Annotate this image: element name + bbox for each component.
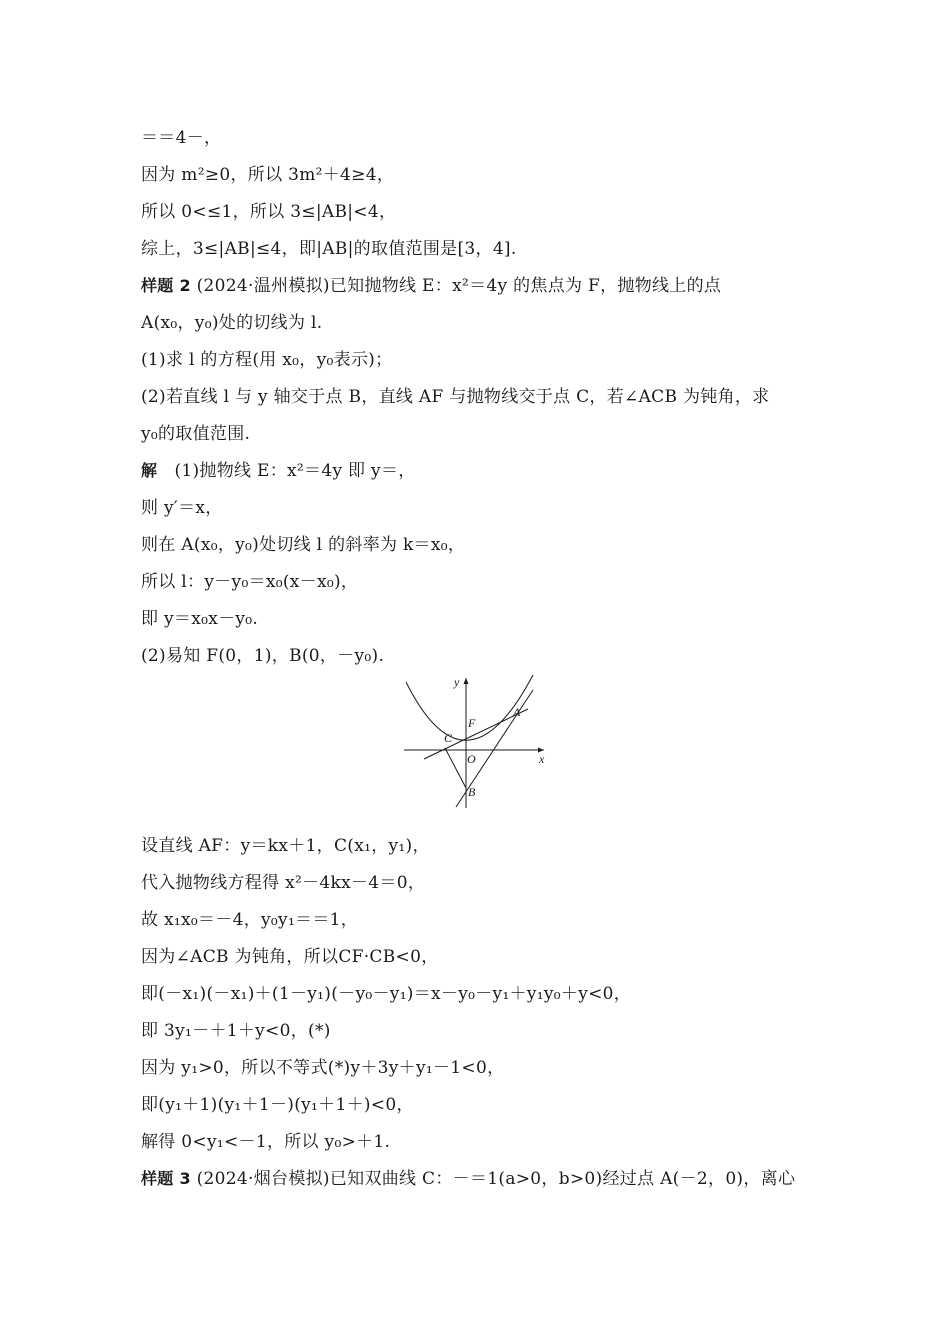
- example-2-heading: 样题 2 (2024·温州模拟)已知抛物线 E：x²＝4y 的焦点为 F，抛物线上的点: [141, 276, 722, 296]
- origin-label: O: [467, 752, 476, 766]
- text-line-12: 则在 A(x₀，y₀)处切线 l 的斜率为 k＝x₀，: [141, 535, 466, 555]
- text-line-1: ＝＝4－，: [141, 128, 222, 148]
- text-line-19: 因为∠ACB 为钝角，所以CF·CB<0，: [141, 947, 439, 967]
- text-line-22: 因为 y₁>0，所以不等式(*)y＋3y＋y₁－1<0，: [141, 1058, 505, 1078]
- point-c-label: C: [444, 731, 453, 745]
- text-line-21: 即 3y₁－＋1＋y<0，(*): [141, 1021, 331, 1041]
- example-3-heading: 样题 3 (2024·烟台模拟)已知双曲线 C：－＝1(a>0，b>0)经过点 A(－2，0)，离心: [141, 1169, 796, 1189]
- text-line-4: 综上，3≤|AB|≤4，即|AB|的取值范围是[3，4].: [141, 239, 517, 259]
- text-line-15: (2)易知 F(0，1)，B(0，－y₀).: [141, 646, 385, 666]
- text-line-11: 则 y′＝x，: [141, 498, 223, 518]
- text-line-18: 故 x₁x₀＝－4，y₀y₁＝＝1，: [141, 910, 359, 930]
- text-line-24: 解得 0<y₁<－1，所以 y₀>＋1.: [141, 1132, 391, 1152]
- text-line-23: 即(y₁＋1)(y₁＋1－)(y₁＋1＋)<0，: [141, 1095, 414, 1115]
- text-line-20: 即(－x₁)(－x₁)＋(1－y₁)(－y₀－y₁)＝x－y₀－y₁＋y₁y₀＋y<0，: [141, 984, 632, 1004]
- text-line-7: (1)求 l 的方程(用 x₀，y₀表示)；: [141, 350, 393, 370]
- point-a-label: A: [513, 705, 521, 719]
- text-line-14: 即 y＝x₀x－y₀.: [141, 609, 259, 629]
- text-line-8: (2)若直线 l 与 y 轴交于点 B，直线 AF 与抛物线交于点 C，若∠ACB 为钝角，求: [141, 387, 770, 407]
- text-line-13: 所以 l：y－y₀＝x₀(x－x₀)，: [141, 572, 359, 592]
- point-b-label: B: [468, 785, 476, 799]
- text-line-6: A(x₀，y₀)处的切线为 l.: [141, 313, 323, 333]
- x-axis-label: x: [539, 752, 545, 766]
- parabola-diagram: [398, 672, 550, 812]
- text-line-9: y₀的取值范围.: [141, 424, 251, 444]
- text-line-16: 设直线 AF：y＝kx＋1，C(x₁，y₁)，: [141, 836, 430, 856]
- text-line-2: 因为 m²≥0，所以 3m²＋4≥4，: [141, 165, 395, 185]
- solution-label: 解: [141, 461, 158, 480]
- y-axis-label: y: [454, 675, 460, 689]
- point-f-label: F: [468, 716, 476, 730]
- solution-line: 解 (1)抛物线 E：x²＝4y 即 y＝，: [141, 461, 416, 481]
- parabola-figure: [398, 672, 550, 812]
- text-line-3: 所以 0<≤1，所以 3≤|AB|<4，: [141, 202, 397, 222]
- line-cb: [445, 748, 466, 788]
- example-3-label: 样题 3: [141, 1169, 191, 1188]
- example-2-label: 样题 2: [141, 276, 191, 295]
- y-axis-arrow: [464, 678, 469, 684]
- text-line-17: 代入抛物线方程得 x²－4kx－4＝0，: [141, 873, 426, 893]
